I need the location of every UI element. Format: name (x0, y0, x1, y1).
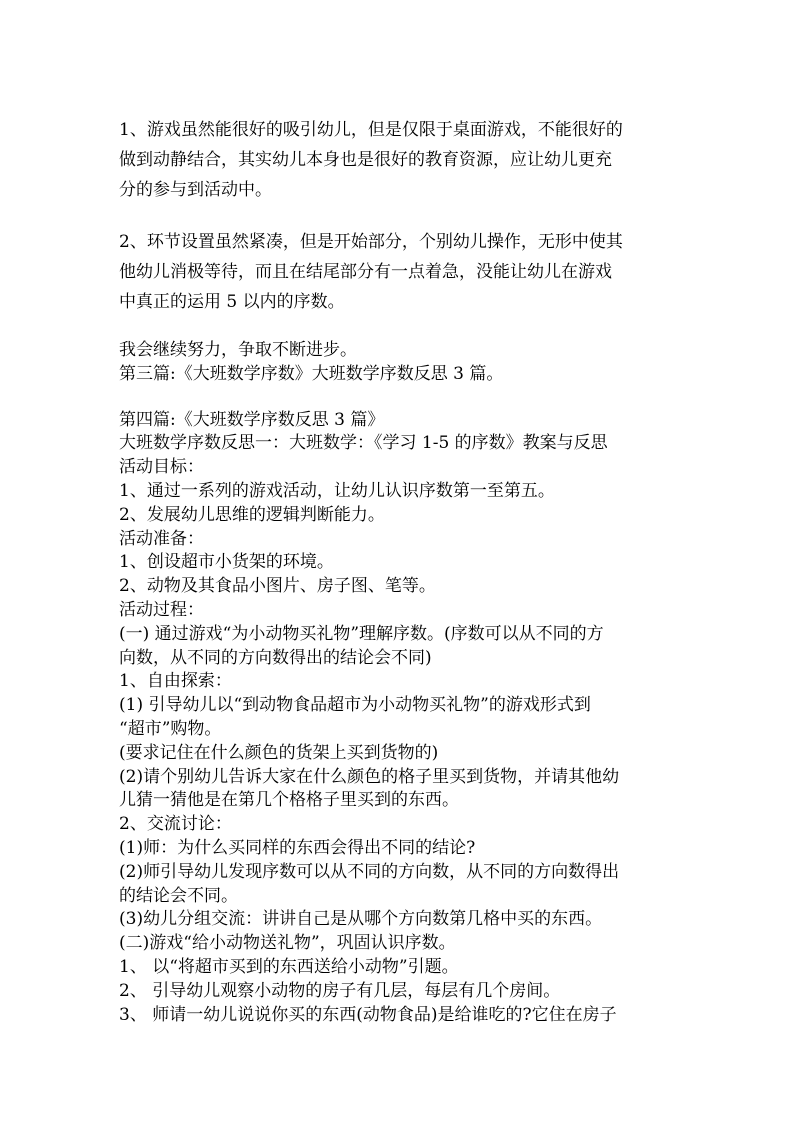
text-line: 活动准备： (119, 528, 204, 549)
text-line: 活动过程： (119, 599, 204, 620)
text-line: (1) 引导幼儿以“到动物食品超市为小动物买礼物”的游戏形式到 (119, 695, 591, 716)
text-line: (一) 通过游戏“为小动物买礼物”理解序数。(序数可以从不同的方 (119, 623, 604, 644)
text-line: 1、自由探索： (119, 671, 232, 692)
closing-paragraph (119, 339, 679, 387)
text-line: (3)幼儿分组交流：讲讲自己是从哪个方向数第几格中买的东西。 (119, 909, 603, 930)
text-line: 中真正的运用 5 以内的序数。 (119, 292, 345, 312)
text-line: 分的参与到活动中。 (119, 180, 272, 200)
reflection-point-1 (119, 115, 679, 205)
section-4 (119, 409, 679, 1028)
text-line: (2)请个别幼儿告诉大家在什么颜色的格子里买到货物，并请其他幼 (119, 766, 620, 787)
text-line: 大班数学序数反思一：大班数学：《学习 1-5 的序数》教案与反思 (119, 433, 608, 454)
text-line: 2、发展幼儿思维的逻辑判断能力。 (119, 504, 385, 525)
text-line: 做到动静结合，其实幼儿本身也是很好的教育资源，应让幼儿更充 (119, 150, 612, 170)
text-line: 1、通过一系列的游戏活动，让幼儿认识序数第一至第五。 (119, 480, 555, 501)
text-line: 我会继续努力，争取不断进步。 (119, 340, 357, 360)
text-line: 向数，从不同的方向数得出的结论会不同) (119, 647, 432, 668)
text-line: 他幼儿消极等待，而且在结尾部分有一点着急，没能让幼儿在游戏 (119, 262, 612, 282)
text-line: 2、环节设置虽然紧凑，但是开始部分，个别幼儿操作，无形中使其 (119, 232, 623, 252)
section-4-heading: 第四篇:《大班数学序数反思 3 篇》 (119, 409, 385, 430)
text-line: (1)师：为什么买同样的东西会得出不同的结论? (119, 837, 476, 858)
text-line: 1、创设超市小货架的环境。 (119, 552, 334, 573)
text-line: “超市”购物。 (119, 718, 222, 739)
text-line: 2、动物及其食品小图片、房子图、笔等。 (119, 576, 436, 597)
text-line: (二)游戏“给小动物送礼物”，巩固认识序数。 (119, 933, 456, 954)
section-3-heading: 第三篇:《大班数学序数》大班数学序数反思 3 篇。 (119, 363, 504, 384)
text-line: 的结论会不同。 (119, 885, 238, 906)
text-line: 1、 以“将超市买到的东西送给小动物”引题。 (119, 956, 459, 977)
text-line: 1、游戏虽然能很好的吸引幼儿，但是仅限于桌面游戏，不能很好的 (119, 120, 623, 140)
text-line: (要求记住在什么颜色的货架上买到货物的) (119, 742, 439, 763)
text-line: 2、交流讨论： (119, 814, 232, 835)
document-page (119, 115, 679, 1027)
text-line: 活动目标： (119, 457, 204, 478)
text-line: 儿猜一猜他是在第几个格格子里买到的东西。 (119, 790, 459, 811)
text-line: 3、 师请一幼儿说说你买的东西(动物食品)是给谁吃的?它住在房子 (119, 1004, 617, 1025)
text-line: 2、 引导幼儿观察小动物的房子有几层，每层有几个房间。 (119, 980, 561, 1001)
text-line: (2)师引导幼儿发现序数可以从不同的方向数，从不同的方向数得出 (119, 861, 620, 882)
reflection-point-2 (119, 227, 679, 317)
